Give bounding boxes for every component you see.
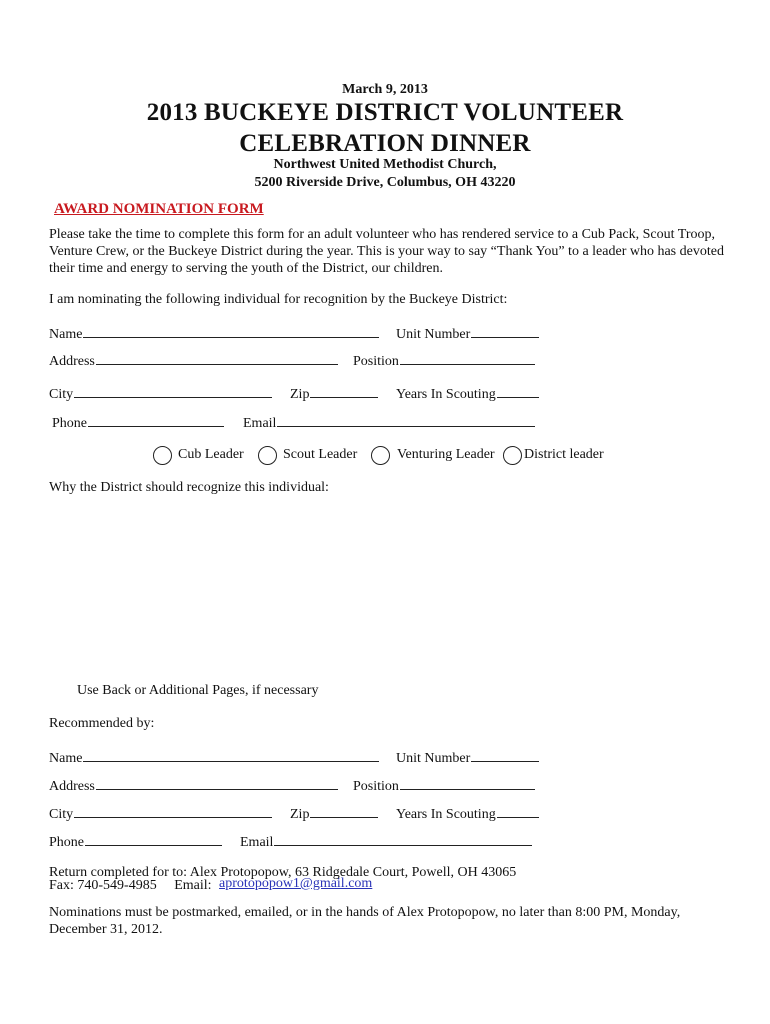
recommender-name-input[interactable]: [83, 749, 379, 762]
intro-paragraph: Please take the time to complete this form for an adult volunteer who has rendered service to a Cub Pack, Scout Troop, Venture Crew, or the Buckeye District during the year. This is your way to say “Thank You” to a leader who has devoted their time and energy to serving the youth of the District, our children.: [49, 227, 724, 276]
nominee-email-label: Email: [243, 416, 277, 431]
email-label: Email:: [174, 878, 212, 893]
contact-email-link[interactable]: aprotopopow1@gmail.com: [219, 876, 373, 891]
nominee-address-input[interactable]: [96, 352, 338, 365]
nominee-city-input[interactable]: [74, 385, 272, 398]
scout-leader-label: Scout Leader: [283, 447, 358, 462]
nominee-unit-field[interactable]: [396, 325, 539, 343]
recommender-zip-input[interactable]: [310, 805, 378, 818]
nominee-city-field[interactable]: [49, 385, 272, 403]
recommender-email-input[interactable]: [274, 833, 532, 846]
nominee-position-label: Position: [353, 354, 399, 369]
additional-pages-note: Use Back or Additional Pages, if necessary: [77, 683, 319, 698]
nominee-zip-label: Zip: [290, 387, 310, 402]
venturing-leader-radio[interactable]: [371, 446, 390, 465]
fax-line: [49, 878, 372, 894]
nominee-unit-label: Unit Number: [396, 327, 471, 342]
recommender-position-field[interactable]: [353, 777, 535, 795]
return-address: Return completed for to: Alex Protopopow, 63 Ridgedale Court, Powell, OH 43065: [49, 865, 517, 880]
cub-leader-label: Cub Leader: [178, 447, 244, 462]
recommender-unit-field[interactable]: [396, 749, 539, 767]
title-line-2: CELEBRATION DINNER: [239, 130, 531, 157]
district-leader-label: District leader: [524, 447, 604, 462]
document-date: March 9, 2013: [342, 82, 428, 97]
nominee-email-input[interactable]: [277, 414, 535, 427]
recommender-email-field[interactable]: [240, 833, 532, 851]
nominee-city-label: City: [49, 387, 74, 402]
nominee-years-field[interactable]: [396, 385, 539, 403]
recommender-unit-label: Unit Number: [396, 751, 471, 766]
recommender-name-field[interactable]: [49, 749, 379, 767]
recommender-address-field[interactable]: [49, 777, 338, 795]
location-line-2: 5200 Riverside Drive, Columbus, OH 43220: [254, 175, 516, 190]
recommender-city-field[interactable]: [49, 805, 272, 823]
cub-leader-radio[interactable]: [153, 446, 172, 465]
nominee-phone-input[interactable]: [88, 414, 224, 427]
recommender-position-label: Position: [353, 779, 399, 794]
nominee-years-label: Years In Scouting: [396, 387, 496, 402]
fax-number: Fax: 740-549-4985: [49, 878, 157, 893]
nominee-name-label: Name: [49, 327, 83, 342]
recommender-years-label: Years In Scouting: [396, 807, 496, 822]
recommender-address-label: Address: [49, 779, 95, 794]
nominee-zip-field[interactable]: [290, 385, 378, 403]
recommender-city-input[interactable]: [74, 805, 272, 818]
recommender-unit-input[interactable]: [471, 749, 539, 762]
nominee-name-field[interactable]: [49, 325, 379, 343]
recommender-phone-field[interactable]: [49, 833, 222, 851]
district-leader-radio[interactable]: [503, 446, 522, 465]
location-line-1: Northwest United Methodist Church,: [273, 157, 497, 172]
recommender-zip-field[interactable]: [290, 805, 378, 823]
nominating-statement: I am nominating the following individual for recognition by the Buckeye District:: [49, 292, 508, 307]
recommender-phone-label: Phone: [49, 835, 84, 850]
nominee-phone-label: Phone: [52, 416, 87, 431]
nominee-years-input[interactable]: [497, 385, 539, 398]
nominee-unit-input[interactable]: [471, 325, 539, 338]
title-line-1: 2013 BUCKEYE DISTRICT VOLUNTEER: [146, 99, 624, 126]
recommender-years-input[interactable]: [497, 805, 539, 818]
nominee-email-field[interactable]: [243, 414, 535, 432]
why-recognize-area[interactable]: [49, 500, 729, 672]
recommender-position-input[interactable]: [400, 777, 535, 790]
venturing-leader-label: Venturing Leader: [397, 447, 495, 462]
recommender-email-label: Email: [240, 835, 274, 850]
recommender-zip-label: Zip: [290, 807, 310, 822]
nominee-zip-input[interactable]: [310, 385, 378, 398]
deadline-notice: Nominations must be postmarked, emailed, or in the hands of Alex Protopopow, no later than 8:00 PM, Monday, December 31, 2012.: [49, 905, 681, 937]
recommender-city-label: City: [49, 807, 74, 822]
recommender-address-input[interactable]: [96, 777, 338, 790]
recommended-by-label: Recommended by:: [49, 716, 155, 731]
nominee-name-input[interactable]: [83, 325, 379, 338]
nominee-address-label: Address: [49, 354, 95, 369]
nominee-phone-field[interactable]: [52, 414, 224, 432]
recommender-name-label: Name: [49, 751, 83, 766]
nominee-address-field[interactable]: [49, 352, 338, 370]
recommender-years-field[interactable]: [396, 805, 539, 823]
nominee-position-input[interactable]: [400, 352, 535, 365]
form-title: AWARD NOMINATION FORM: [54, 201, 264, 217]
scout-leader-radio[interactable]: [258, 446, 277, 465]
why-recognize-label: Why the District should recognize this individual:: [49, 480, 329, 495]
nominee-position-field[interactable]: [353, 352, 535, 370]
recommender-phone-input[interactable]: [85, 833, 222, 846]
